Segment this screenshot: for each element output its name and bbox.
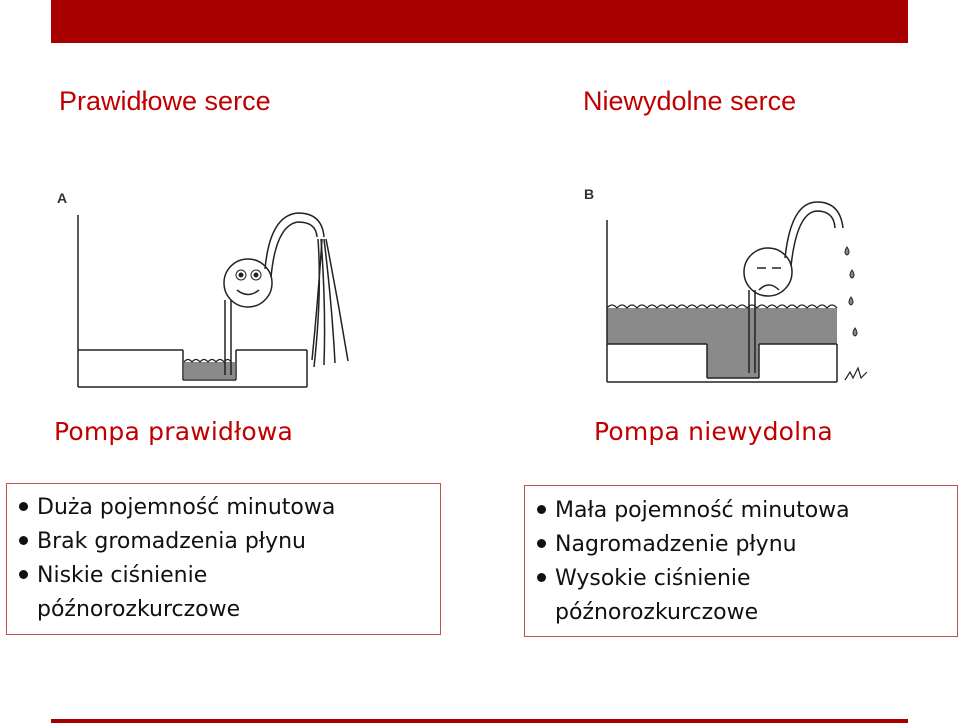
left-caption: Pompa prawidłowa [54,417,294,446]
normal-heart-list [19,491,335,627]
bottom-accent-rule [51,719,908,723]
bullet-icon [537,539,546,548]
bullet-icon [537,505,546,514]
failing-heart-list [537,494,850,630]
failing-heart-features-box [524,485,958,637]
failing-pump-illustration [585,190,885,390]
list-item: Brak gromadzenia płynu [19,525,335,559]
list-item-continuation: późnorozkurczowe [555,600,759,625]
panel-letter-b: B [584,186,595,202]
list-item: Wysokie ciśnienie [537,562,850,596]
bullet-icon [537,573,546,582]
top-accent-bar [51,0,908,43]
left-heading: Prawidłowe serce [59,86,271,116]
right-heading: Niewydolne serce [583,86,797,116]
list-item: Nagromadzenie płynu [537,528,850,562]
panel-letter-a: A [57,190,68,206]
list-item: Duża pojemność minutowa [19,491,335,525]
bullet-icon [19,502,28,511]
bullet-icon [19,536,28,545]
list-item-continuation: późnorozkurczowe [37,597,241,622]
bullet-icon [19,570,28,579]
normal-heart-features-box [6,483,441,635]
list-item: Mała pojemność minutowa [537,494,850,528]
normal-pump-illustration [60,195,380,395]
list-item: Niskie ciśnienie [19,559,335,593]
right-caption: Pompa niewydolna [594,417,833,446]
